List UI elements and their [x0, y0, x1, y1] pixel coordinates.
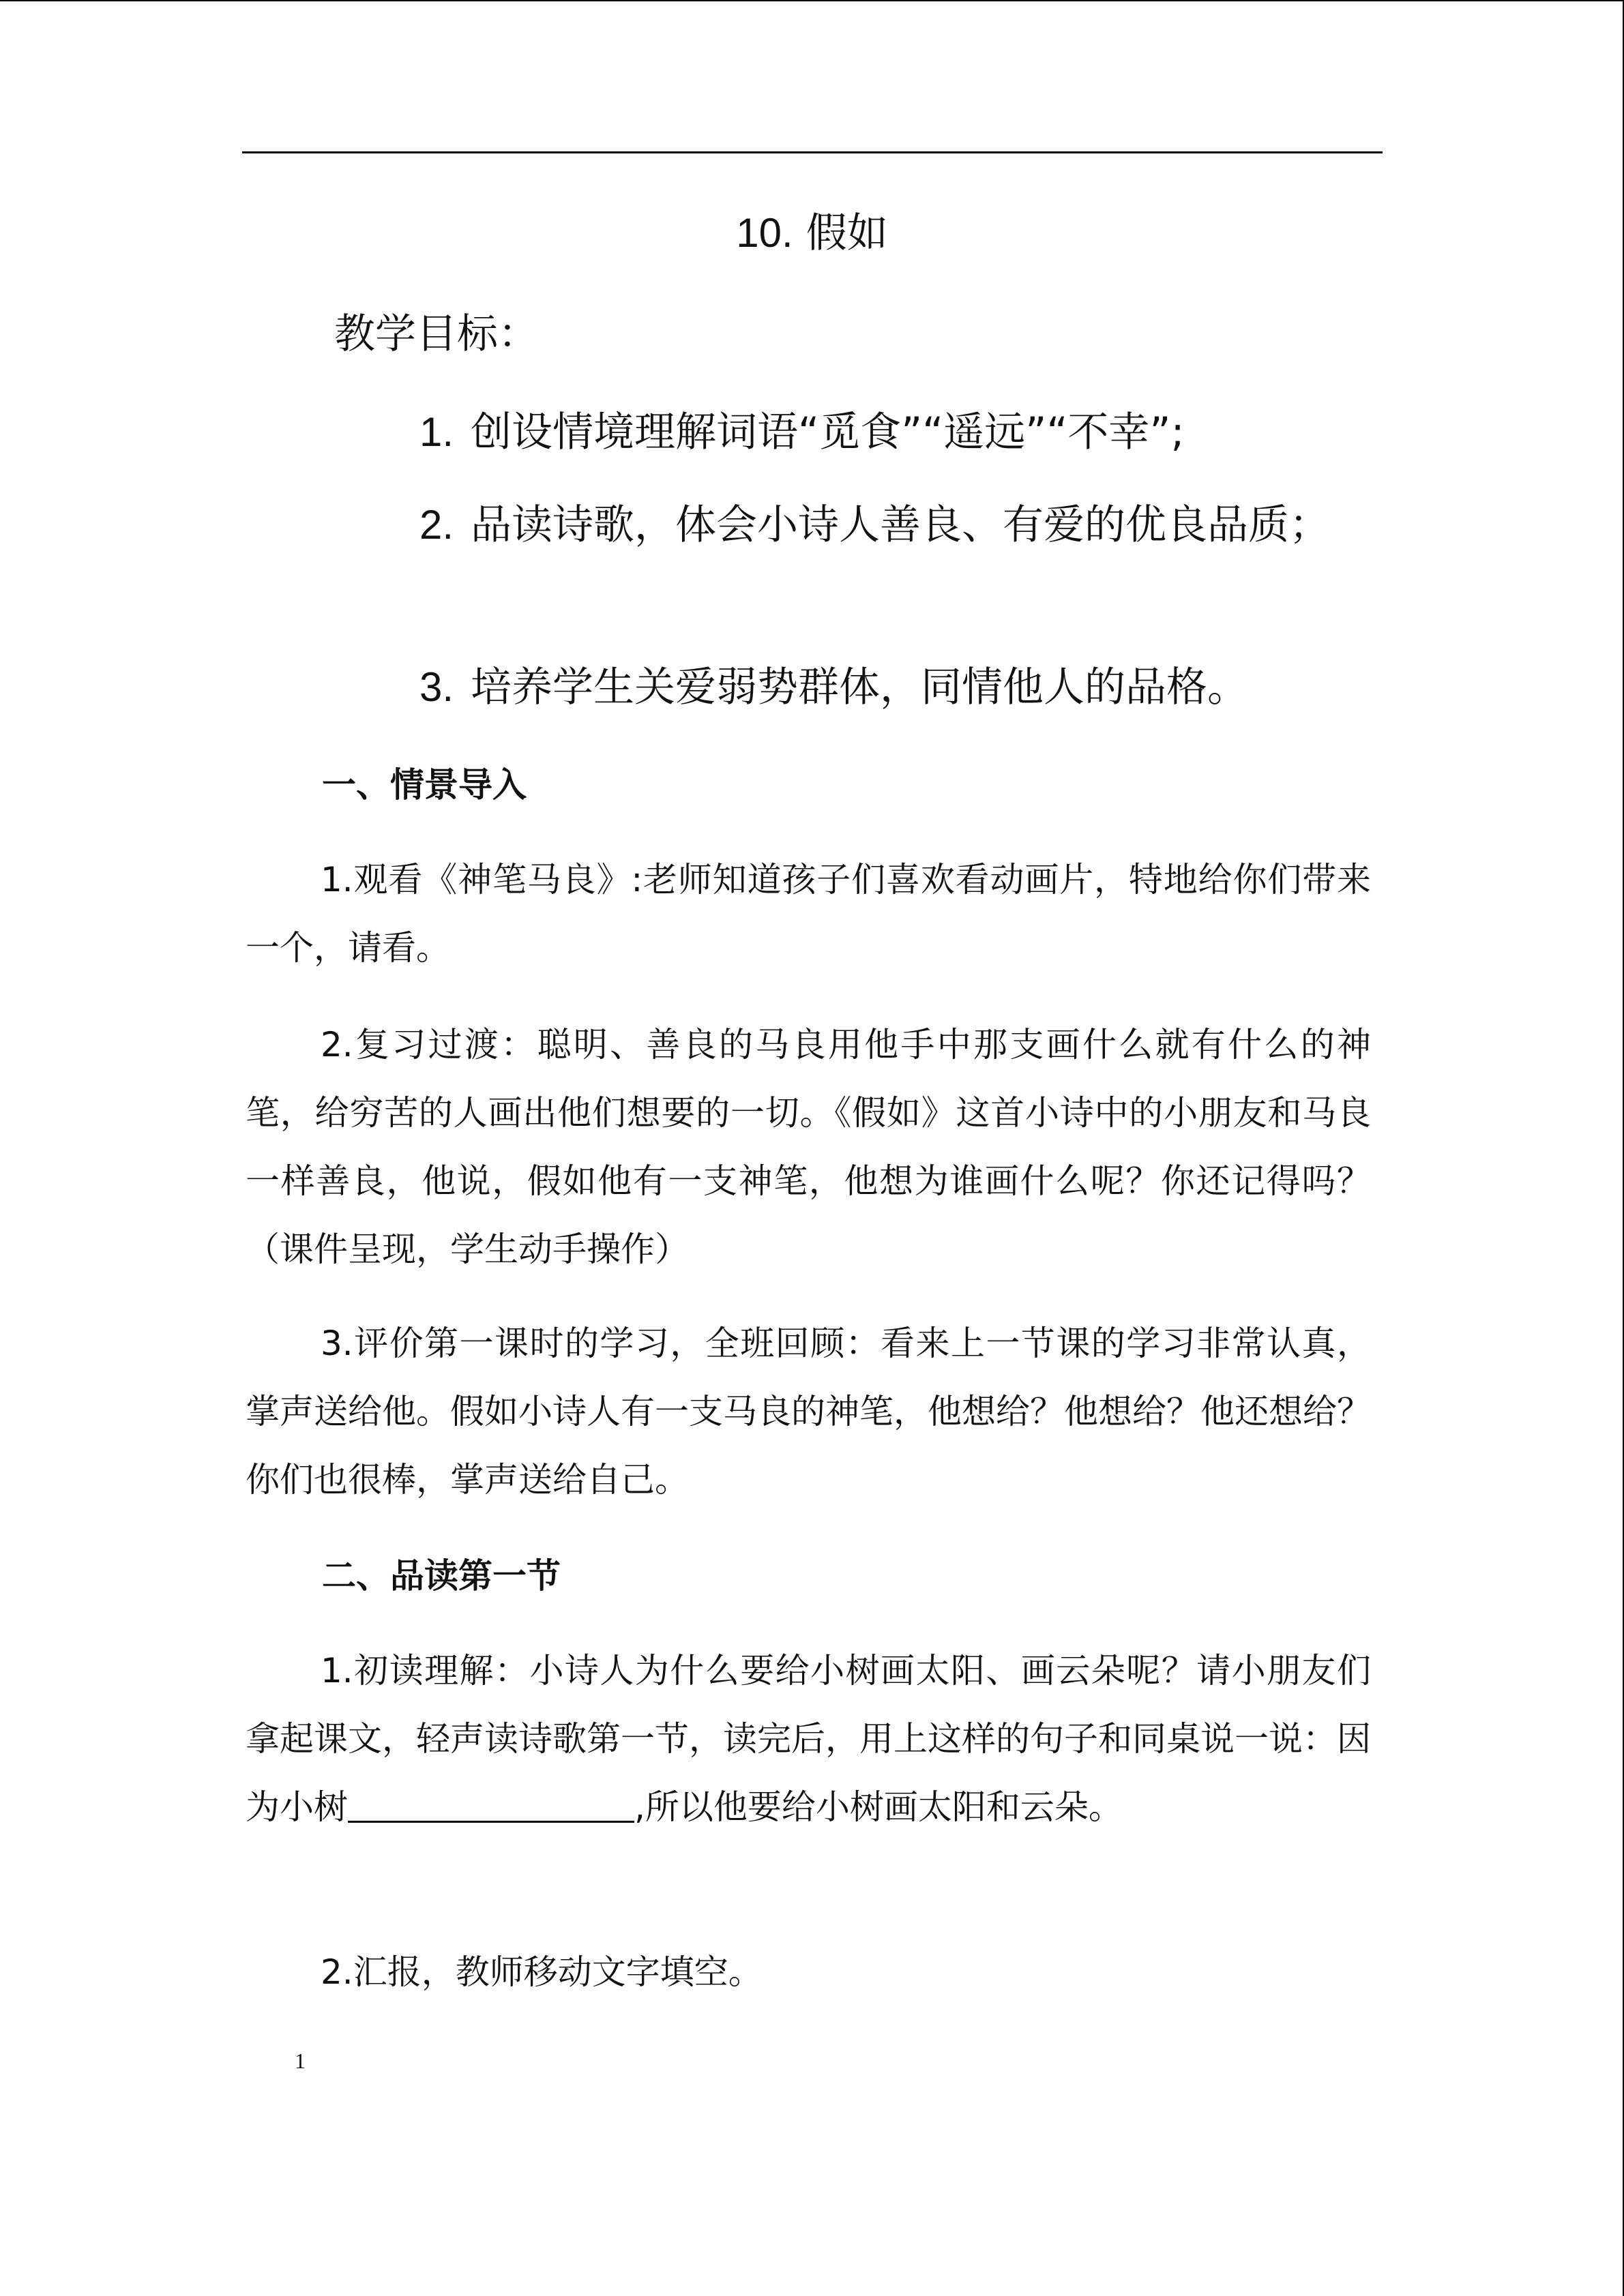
lesson-title-text: 假如	[806, 209, 888, 257]
goal-item-1	[419, 398, 1347, 466]
section2-paragraph-1	[246, 1637, 1371, 1841]
goal-text: 品读诗歌，体会小诗人善良、有爱的优良品质；	[471, 501, 1330, 549]
goal-number: 3.	[419, 664, 454, 710]
goal-text: 培养学生关爱弱势群体，同情他人的品格。	[471, 664, 1248, 711]
paragraph-text: ,所以他要给小树画太阳和云朵。	[634, 1787, 1123, 1827]
section-heading-1: 一、情景导入	[322, 765, 527, 805]
section1-paragraph-1: 1.观看《神笔马良》:老师知道孩子们喜欢看动画片，特地给你们带来一个，请看。	[246, 860, 1371, 968]
lesson-title	[0, 206, 1624, 260]
goal-item-3	[419, 653, 1347, 721]
section-heading-2: 二、品读第一节	[322, 1556, 561, 1596]
lesson-number: 10.	[736, 210, 793, 256]
fill-in-blank	[348, 1784, 634, 1823]
goals-heading: 教学目标：	[334, 310, 539, 358]
goal-text: 创设情境理解词语“觅食”“遥远”“不幸”;	[471, 408, 1185, 456]
goal-number: 2.	[419, 502, 454, 548]
paragraph-text: 1.初读理解：小诗人为什么要给小树画太阳、画云朵呢？请小朋友们拿起课文，轻声读诗歌第一节，读完后，用上这样的句子和同桌说一说：因为小树	[246, 1651, 1371, 1827]
section1-paragraph-2: 2.复习过渡：聪明、善良的马良用他手中那支画什么就有什么的神笔，给穷苦的人画出他们想要的一切。《假如》这首小诗中的小朋友和马良一样善良，他说，假如他有一支神笔，他想为谁画什么呢？你还记得吗？（课件呈现，学生动手操作）	[246, 1025, 1371, 1269]
header-rule	[242, 151, 1383, 153]
goal-item-2	[419, 491, 1333, 559]
goal-number: 1.	[419, 409, 454, 455]
page-number: 1	[295, 2048, 306, 2073]
section2-paragraph-2: 2.汇报，教师移动文字填空。	[321, 1952, 763, 1992]
section1-paragraph-3: 3.评价第一课时的学习，全班回顾：看来上一节课的学习非常认真，掌声送给他。假如小诗人有一支马良的神笔，他想给？他想给？他还想给？你们也很棒，掌声送给自己。	[246, 1324, 1371, 1500]
